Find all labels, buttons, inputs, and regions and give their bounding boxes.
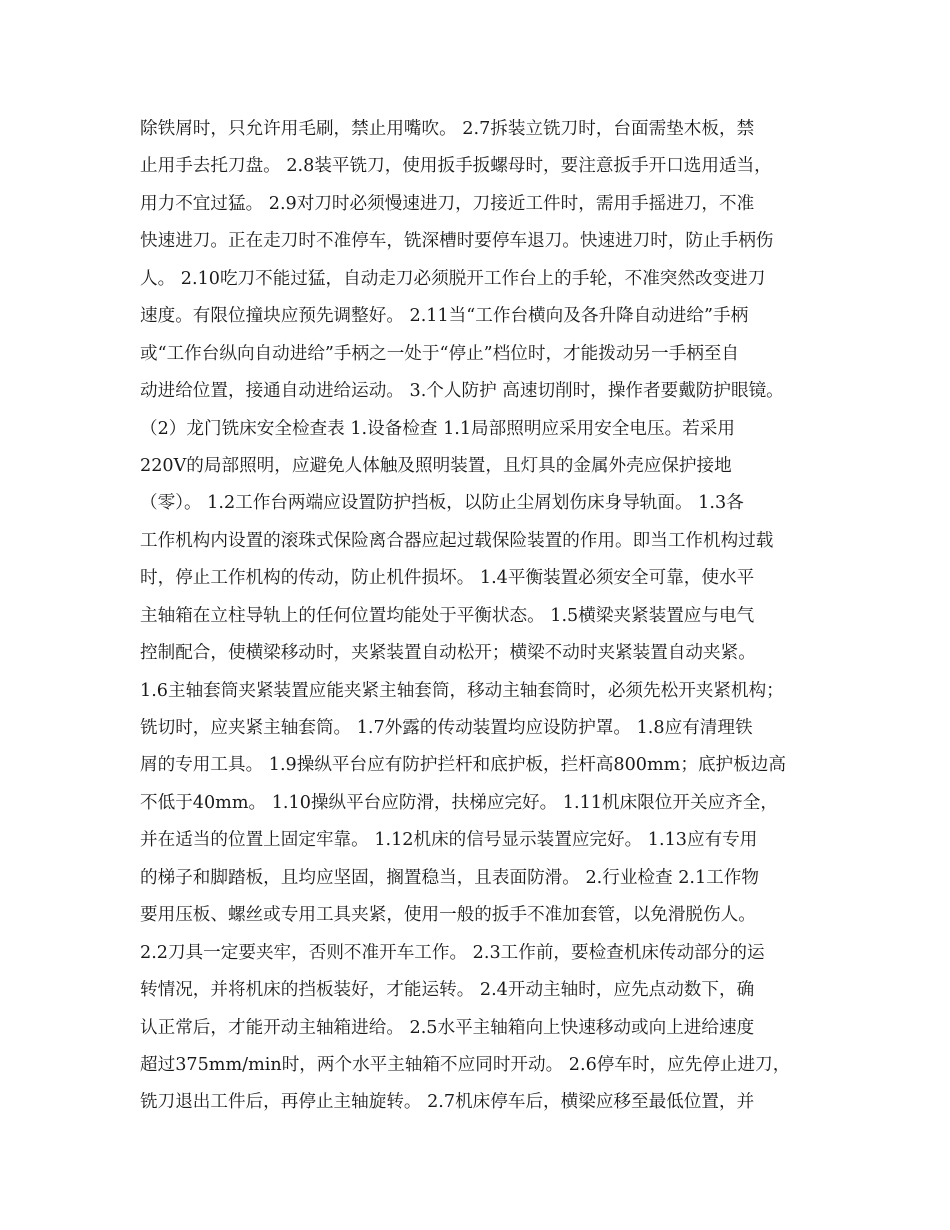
text-line: 铣切时，应夹紧主轴套筒。 1.7外露的传动装置均应设防护罩。 1.8应有清理铁 <box>140 718 753 738</box>
text-line: 认正常后，才能开动主轴箱进给。 2.5水平主轴箱向上快速移动或向上进给速度 <box>140 1017 755 1038</box>
text-line: 220V的局部照明，应避免人体触及照明装置，且灯具的金属外壳应保护接地 <box>140 455 732 476</box>
text-line: 动进给位置，接通自动进给运动。 3.个人防护 高速切削时，操作者要戴防护眼镜。 <box>140 381 784 402</box>
text-line: 人。 2.10吃刀不能过猛，自动走刀必须脱开工作台上的手轮，不准突然改变进刀 <box>140 268 766 289</box>
text-line: 或“工作台纵向自动进给”手柄之一处于“停止”档位时，才能拨动另一手柄至自 <box>140 343 739 364</box>
text-line: 速度。有限位撞块应预先调整好。 2.11当“工作台横向及各升降自动进给”手柄 <box>140 306 749 327</box>
text-line: 要用压板、螺丝或专用工具夹紧，使用一般的扳手不准加套管，以免滑脱伤人。 <box>140 905 756 926</box>
text-line: 不低于40mm。 1.10操纵平台应防滑，扶梯应完好。 1.11机床限位开关应齐全， <box>140 792 778 813</box>
text-line: 工作机构内设置的滚珠式保险离合器应起过载保险装置的作用。即当工作机构过载 <box>140 530 774 551</box>
text-line: 转情况，并将机床的挡板装好，才能运转。 2.4开动主轴时，应先点动数下，确 <box>140 980 755 1001</box>
text-line: 铣刀退出工件后，再停止主轴旋转。 2.7机床停车后，横梁应移至最低位置，并 <box>140 1092 755 1113</box>
text-line: 主轴箱在立柱导轨上的任何位置均能处于平衡状态。 1.5横梁夹紧装置应与电气 <box>140 605 755 626</box>
text-line: 除铁屑时，只允许用毛刷，禁止用嘴吹。 2.7拆装立铣刀时，台面需垫木板，禁 <box>140 119 755 139</box>
body-text <box>140 111 840 1122</box>
text-line: 2.2刀具一定要夹牢，否则不准开车工作。 2.3工作前，要检查机床传动部分的运 <box>140 942 765 963</box>
text-line: 控制配合，使横梁移动时，夹紧装置自动松开；横梁不动时夹紧装置自动夹紧。 <box>140 643 756 664</box>
text-line: 快速进刀。正在走刀时不准停车，铣深槽时要停车退刀。快速进刀时，防止手柄伤 <box>140 231 774 252</box>
text-line: 用力不宜过猛。 2.9对刀时必须慢速进刀，刀接近工件时，需用手摇进刀，不准 <box>140 193 755 214</box>
text-line: 1.6主轴套筒夹紧装置应能夹紧主轴套筒，移动主轴套筒时，必须先松开夹紧机构； <box>140 680 784 701</box>
text-line: 止用手去托刀盘。 2.8装平铣刀，使用扳手扳螺母时，要注意扳手开口选用适当， <box>140 156 772 177</box>
text-line: 超过375mm/min时，两个水平主轴箱不应同时开动。 2.6停车时，应先停止进刀， <box>140 1054 791 1075</box>
text-line: （零）。 1.2工作台两端应设置防护挡板，以防止尘屑划伤床身导轨面。 1.3各 <box>140 493 744 514</box>
text-line: 屑的专用工具。 1.9操纵平台应有防护拦杆和底护板，拦杆高800mm；底护板边高 <box>140 755 786 776</box>
text-line: 时，停止工作机构的传动，防止机件损坏。 1.4平衡装置必须安全可靠，使水平 <box>140 568 755 589</box>
text-line: 的梯子和脚踏板，且均应坚固，搁置稳当，且表面防滑。 2.行业检查 2.1工作物 <box>140 867 759 888</box>
text-line: 并在适当的位置上固定牢靠。 1.12机床的信号显示装置应完好。 1.13应有专用 <box>140 830 758 851</box>
text-line: （2）龙门铣床安全检查表 1.设备检查 1.1局部照明应采用安全电压。若采用 <box>140 418 735 439</box>
